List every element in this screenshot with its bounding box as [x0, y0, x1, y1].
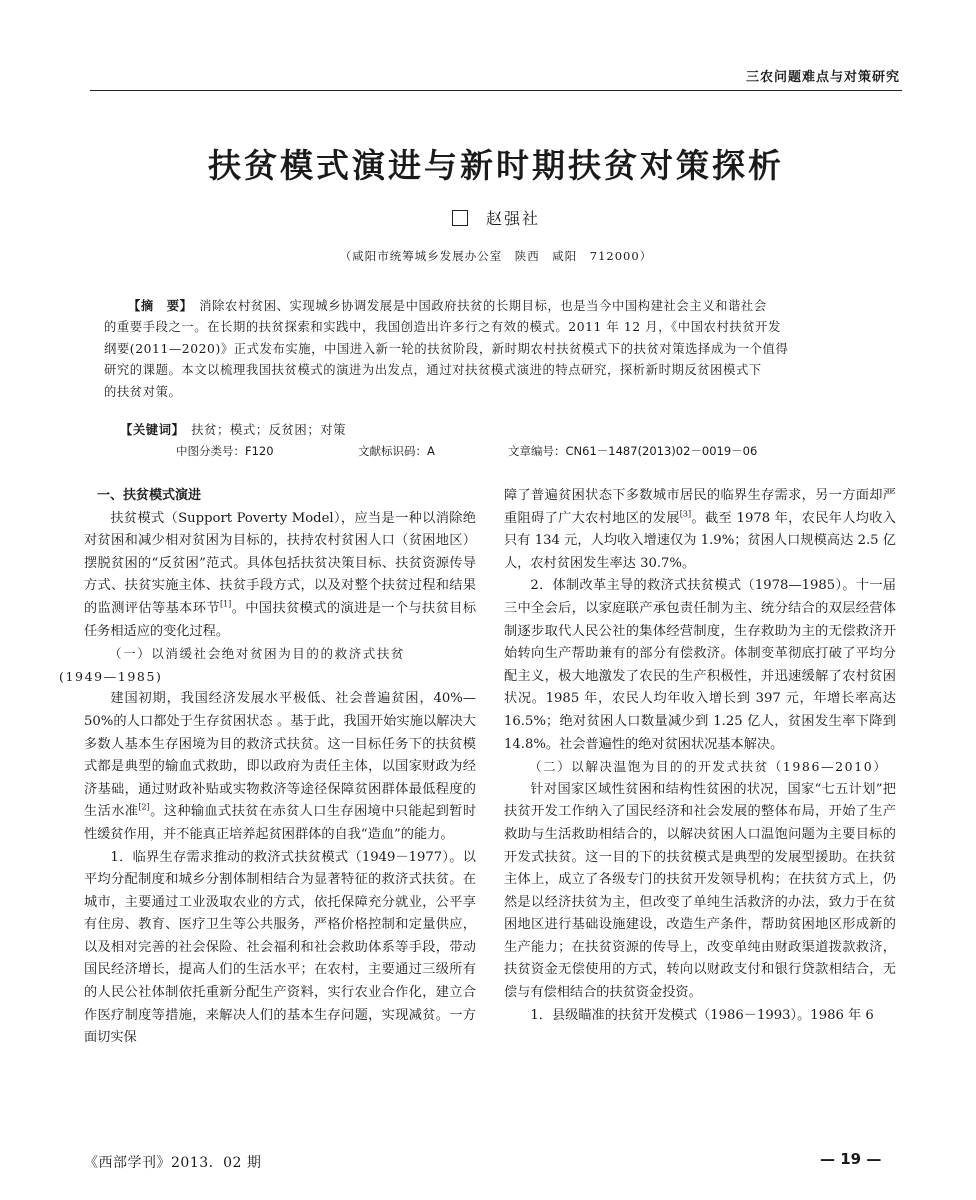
- sub-heading-years: (1949—1985): [59, 668, 163, 684]
- citation-ref: [1]: [219, 599, 232, 609]
- abstract-line: 研究的课题。本文以梳理我国扶贫模式的演进为出发点，通过对扶贫模式演进的特点研究，探析新时期反贫困模式下: [104, 363, 762, 378]
- abstract-line: 的扶贫对策。: [104, 384, 182, 399]
- document-code: 文献标识码：A: [358, 444, 435, 458]
- paragraph: 障了普遍贫困状态下多数城市居民的临界生存需求，另一方面却严重阻碍了广大农村地区的发展[3]。截至 1978 年，农民年人均收入只有 134 元，人均收入增速仅为 1.9%；贫困人口规模高达 2.5 亿人，农村贫困发生率达 30.7%。: [504, 488, 896, 571]
- paragraph: 1．临界生存需求推动的救济式扶贫模式（1949－1977）。以平均分配制度和城乡分割体制相结合为显著特征的救济式扶贫。在城市，主要通过工业汲取农业的方式，依托保障充分就业，公平享有住房、教育、医疗卫生等公共服务，严格价格控制和定量供应，以及相对完善的社会保险、社会福利和社会救助体系等手段，带动国民经济增长，提高人们的生活水平；在农村，主要通过三级所有的人民公社体制依托重新分配生产资料，实行农业合作化，建立合作医疗制度等措施，来解决人们的基本生存问题，实现减贫。一方面切实保: [84, 849, 476, 1046]
- abstract: [104, 296, 894, 403]
- paragraph: 建国初期，我国经济发展水平极低、社会普遍贫困，40%—50%的人口都处于生存贫困状态 。基于此，我国开始实施以解决大多数人基本生存困境为目的救济式扶贫。这一目标任务下的扶贫模式都是典型的输血式救助，即以政府为责任主体，以国家财政为经济基础，通过财政补贴或实物救济等途径保障贫困群体最低程度的生活水准[2]。这种输血式扶贫在赤贫人口生存困境中只能起到暂时性缓贫作用，并不能真正培养起贫困群体的自我“造血”的能力。: [84, 691, 477, 842]
- paragraph: 针对国家区域性贫困和结构性贫困的状况，国家“七五计划”把扶贫开发工作纳入了国民经济和社会发展的整体布局，开始了生产救助与生活救助相结合的，以解决贫困人口温饱问题为主要目标的开发式扶贫。这一目的下的扶贫模式是典型的发展型援助。在扶贫主体上，成立了各级专门的扶贫开发领导机构；在扶贫方式上，仍然是以经济扶贫为主，但改变了单纯生活救济的办法，致力于在贫困地区进行基础设施建设，改造生产条件，帮助贫困地区形成新的生产能力；在扶贫资源的传导上，改变单纯由财政渠道拨款救济，扶贫资金无偿使用的方式，转向以财政支付和银行贷款相结合，无偿与有偿相结合的扶贫资金投资。: [504, 781, 896, 1001]
- abstract-line: 的重要手段之一。在长期的扶贫探索和实践中，我国创造出许多行之有效的模式。2011 年 12 月，《中国农村扶贫开发: [104, 320, 781, 335]
- citation-ref: [2]: [138, 802, 150, 812]
- abstract-text: 消除农村贫困、实现城乡协调发展是中国政府扶贫的长期目标，也是当今中国构建社会主义和谐社会: [199, 299, 767, 313]
- page-number: — 19 —: [820, 1150, 882, 1168]
- abstract-label: 【摘 要】: [128, 299, 187, 313]
- section-heading: 一、扶贫模式演进: [97, 488, 202, 503]
- sub-heading: （二）以解决温饱为目的的开发式扶贫（1986—2010）: [529, 759, 888, 775]
- article-title: 扶贫模式演进与新时期扶贫对策探析: [208, 146, 784, 185]
- keywords-label: 【关键词】: [120, 423, 179, 437]
- clc-number: 中图分类号：F120: [176, 444, 274, 458]
- citation-ref: [3]: [679, 509, 692, 519]
- abstract-line: [104, 296, 894, 317]
- sub-heading: （一）以消缓社会绝对贫困为目的的救济式扶贫 (1949—1985): [59, 646, 406, 684]
- author-box-icon: [452, 210, 468, 226]
- abstract-line: 纲要(2011—2020)》正式发布实施，中国进入新一轮的扶贫阶段，新时期农村扶贫模式下的扶贫对策选择成为一个值得: [104, 341, 789, 356]
- article-number: 文章编号：CN61－1487(2013)02－0019－06: [508, 444, 758, 458]
- header-rule: [90, 90, 902, 91]
- author-name: 赵强社: [485, 209, 540, 228]
- affiliation: （咸阳市统筹城乡发展办公室 陕西 咸阳 712000）: [339, 249, 653, 263]
- running-head: 三农问题难点与对策研究: [745, 70, 900, 85]
- paragraph: 2．体制改革主导的救济式扶贫模式（1978—1985）。十一届三中全会后，以家庭联产承包责任制为主、统分结合的双层经营体制逐步取代人民公社的集体经营制度，生存救助为主的无偿救济开始转向生产帮助兼有的部分有偿救济。体制变革彻底打破了平均分配主义，极大地激发了农民的生产积极性，并迅速缓解了农村贫困状况。1985 年，农民人均年收入增长到 397 元，年增长率高达 16.5%；绝对贫困人口数量减少到 1.25 亿人，贫困发生率下降到 14.8%。社会普遍性的绝对贫困状况基本解决。: [504, 578, 896, 752]
- author-line: [90, 206, 902, 229]
- keywords: [120, 420, 346, 438]
- keywords-text: 扶贫；模式；反贫困；对策: [191, 423, 347, 437]
- left-column: [59, 485, 477, 1050]
- right-column: [504, 485, 896, 1027]
- paragraph: 扶贫模式（Support Poverty Model），应当是一种以消除绝对贫困和减少相对贫困为目标的，扶持农村贫困人口（贫困地区）摆脱贫困的“反贫困”范式。具体包括扶贫决策目标、扶贫资源传导方式、扶贫实施主体、扶贫手段方式，以及对整个扶贫过程和结果的监测评估等基本环节[1]。中国扶贫模式的演进是一个与扶贫目标任务相适应的变化过程。: [84, 510, 477, 639]
- paragraph: 1．县级瞄准的扶贫开发模式（1986－1993）。1986 年 6: [530, 1007, 874, 1023]
- journal-footer: 《西部学刊》2013．02 期: [84, 1155, 262, 1171]
